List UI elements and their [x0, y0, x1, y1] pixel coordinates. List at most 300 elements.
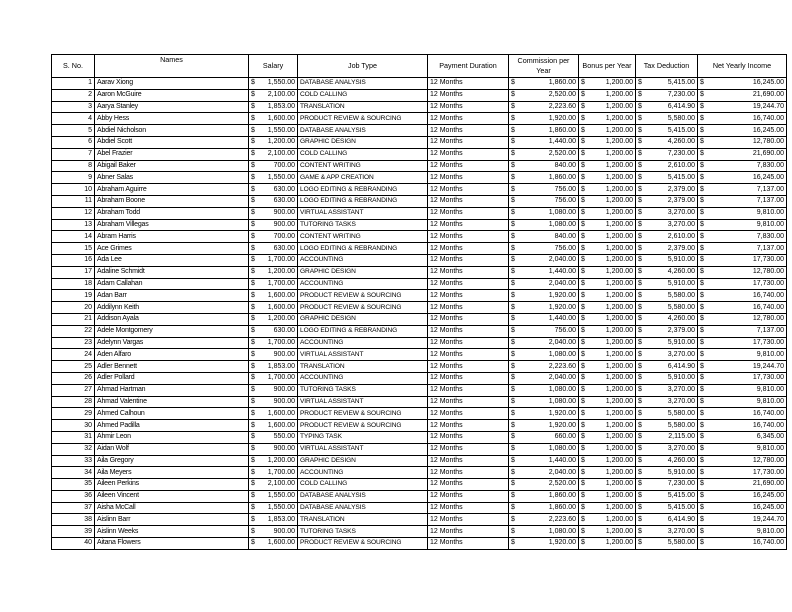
currency-symbol: $ [700, 539, 704, 547]
tax-amount: 3,270.00 [667, 220, 695, 228]
currency-symbol: $ [581, 362, 585, 370]
currency-symbol: $ [581, 374, 585, 382]
cell-net [698, 184, 787, 196]
salary-amount: 1,600.00 [267, 421, 295, 429]
currency-symbol: $ [511, 350, 515, 358]
net-amount: 12,780.00 [752, 138, 784, 146]
cell-bonus [579, 502, 636, 514]
header-job-type: Job Type [298, 55, 428, 78]
net-amount: 19,244.70 [752, 515, 784, 523]
cell-salary [249, 490, 298, 502]
tax-amount: 5,580.00 [667, 539, 695, 547]
cell-salary [249, 184, 298, 196]
cell-job-type: TYPING TASK [298, 431, 428, 443]
cell-net [698, 396, 787, 408]
currency-symbol: $ [511, 220, 515, 228]
currency-symbol: $ [700, 244, 704, 252]
tax-amount: 2,610.00 [667, 232, 695, 240]
salary-amount: 900.00 [273, 527, 295, 535]
currency-symbol: $ [251, 374, 255, 382]
currency-symbol: $ [581, 79, 585, 87]
net-amount: 17,730.00 [752, 338, 784, 346]
currency-symbol: $ [700, 220, 704, 228]
comm-amount: 1,860.00 [548, 79, 576, 87]
cell-job-type: CONTENT WRITING [298, 231, 428, 243]
cell-bonus [579, 113, 636, 125]
salary-amount: 700.00 [273, 161, 295, 169]
net-amount: 16,740.00 [752, 303, 784, 311]
cell-tax [636, 337, 698, 349]
net-amount: 17,730.00 [752, 374, 784, 382]
currency-symbol: $ [251, 327, 255, 335]
tax-amount: 7,230.00 [667, 91, 695, 99]
tax-amount: 5,580.00 [667, 421, 695, 429]
cell-payment-duration: 12 Months [428, 195, 509, 207]
currency-symbol: $ [581, 303, 585, 311]
cell-comm [509, 219, 579, 231]
table-row [52, 337, 787, 349]
cell-name: Aileen Vincent [95, 490, 249, 502]
currency-symbol: $ [638, 244, 642, 252]
cell-payment-duration: 12 Months [428, 219, 509, 231]
cell-salary [249, 372, 298, 384]
net-amount: 21,690.00 [752, 91, 784, 99]
cell-name: Abdiel Nicholson [95, 125, 249, 137]
cell-bonus [579, 266, 636, 278]
cell-net [698, 372, 787, 384]
table-row [52, 243, 787, 255]
net-amount: 9,810.00 [756, 445, 784, 453]
table-row [52, 538, 787, 550]
tax-amount: 5,910.00 [667, 374, 695, 382]
comm-amount: 1,860.00 [548, 504, 576, 512]
cell-net [698, 136, 787, 148]
table-row [52, 443, 787, 455]
net-amount: 9,810.00 [756, 397, 784, 405]
net-amount: 19,244.70 [752, 362, 784, 370]
currency-symbol: $ [700, 303, 704, 311]
cell-job-type: DATABASE ANALYSIS [298, 490, 428, 502]
cell-bonus [579, 278, 636, 290]
table-row [52, 313, 787, 325]
cell-salary [249, 243, 298, 255]
bonus-amount: 1,200.00 [605, 256, 633, 264]
cell-job-type: COLD CALLING [298, 89, 428, 101]
currency-symbol: $ [251, 421, 255, 429]
cell-tax [636, 125, 698, 137]
salary-amount: 900.00 [273, 220, 295, 228]
cell-sno: 1 [52, 78, 95, 90]
tax-amount: 5,580.00 [667, 409, 695, 417]
currency-symbol: $ [581, 279, 585, 287]
cell-salary [249, 219, 298, 231]
cell-tax [636, 431, 698, 443]
cell-sno: 33 [52, 455, 95, 467]
cell-sno: 40 [52, 538, 95, 550]
currency-symbol: $ [511, 504, 515, 512]
cell-job-type: PRODUCT REVIEW & SOURCING [298, 302, 428, 314]
salary-amount: 1,700.00 [267, 338, 295, 346]
comm-amount: 1,440.00 [548, 138, 576, 146]
cell-name: Adelynn Vargas [95, 337, 249, 349]
cell-salary [249, 266, 298, 278]
tax-amount: 3,270.00 [667, 527, 695, 535]
comm-amount: 840.00 [554, 161, 576, 169]
table-row [52, 302, 787, 314]
cell-name: Abner Salas [95, 172, 249, 184]
bonus-amount: 1,200.00 [605, 279, 633, 287]
tax-amount: 6,414.90 [667, 515, 695, 523]
currency-symbol: $ [638, 79, 642, 87]
salary-amount: 1,853.00 [267, 362, 295, 370]
currency-symbol: $ [251, 409, 255, 417]
cell-comm [509, 195, 579, 207]
salary-amount: 900.00 [273, 397, 295, 405]
cell-bonus [579, 243, 636, 255]
cell-tax [636, 420, 698, 432]
currency-symbol: $ [581, 338, 585, 346]
cell-bonus [579, 184, 636, 196]
tax-amount: 3,270.00 [667, 445, 695, 453]
cell-comm [509, 467, 579, 479]
cell-salary [249, 148, 298, 160]
currency-symbol: $ [638, 138, 642, 146]
cell-salary [249, 125, 298, 137]
cell-bonus [579, 125, 636, 137]
cell-payment-duration: 12 Months [428, 384, 509, 396]
cell-sno: 24 [52, 349, 95, 361]
salary-amount: 2,100.00 [267, 91, 295, 99]
net-amount: 16,245.00 [752, 173, 784, 181]
cell-net [698, 278, 787, 290]
currency-symbol: $ [700, 173, 704, 181]
header-net-income: Net Yearly Income [698, 55, 787, 78]
cell-job-type: GRAPHIC DESIGN [298, 455, 428, 467]
comm-amount: 1,440.00 [548, 268, 576, 276]
comm-amount: 840.00 [554, 232, 576, 240]
comm-amount: 1,860.00 [548, 173, 576, 181]
cell-job-type: PRODUCT REVIEW & SOURCING [298, 538, 428, 550]
cell-net [698, 490, 787, 502]
comm-amount: 1,440.00 [548, 315, 576, 323]
cell-payment-duration: 12 Months [428, 184, 509, 196]
currency-symbol: $ [251, 114, 255, 122]
cell-bonus [579, 219, 636, 231]
cell-job-type: GRAPHIC DESIGN [298, 313, 428, 325]
currency-symbol: $ [581, 126, 585, 134]
bonus-amount: 1,200.00 [605, 185, 633, 193]
salary-amount: 2,100.00 [267, 150, 295, 158]
comm-amount: 2,223.60 [548, 102, 576, 110]
cell-payment-duration: 12 Months [428, 490, 509, 502]
currency-symbol: $ [251, 291, 255, 299]
table-row [52, 467, 787, 479]
cell-comm [509, 490, 579, 502]
cell-salary [249, 325, 298, 337]
currency-symbol: $ [700, 185, 704, 193]
cell-net [698, 172, 787, 184]
cell-tax [636, 184, 698, 196]
currency-symbol: $ [700, 456, 704, 464]
tax-amount: 5,580.00 [667, 291, 695, 299]
comm-amount: 2,223.60 [548, 362, 576, 370]
currency-symbol: $ [700, 79, 704, 87]
cell-comm [509, 184, 579, 196]
cell-bonus [579, 254, 636, 266]
cell-net [698, 219, 787, 231]
cell-payment-duration: 12 Months [428, 443, 509, 455]
comm-amount: 2,040.00 [548, 256, 576, 264]
cell-net [698, 443, 787, 455]
currency-symbol: $ [700, 138, 704, 146]
cell-payment-duration: 12 Months [428, 125, 509, 137]
table-row [52, 490, 787, 502]
cell-net [698, 160, 787, 172]
currency-symbol: $ [511, 102, 515, 110]
currency-symbol: $ [700, 492, 704, 500]
currency-symbol: $ [700, 480, 704, 488]
comm-amount: 2,040.00 [548, 468, 576, 476]
currency-symbol: $ [511, 209, 515, 217]
cell-comm [509, 420, 579, 432]
net-amount: 16,740.00 [752, 421, 784, 429]
cell-bonus [579, 101, 636, 113]
currency-symbol: $ [511, 315, 515, 323]
cell-payment-duration: 12 Months [428, 78, 509, 90]
cell-tax [636, 113, 698, 125]
tax-amount: 5,415.00 [667, 504, 695, 512]
currency-symbol: $ [251, 492, 255, 500]
table-row [52, 455, 787, 467]
salary-amount: 550.00 [273, 433, 295, 441]
bonus-amount: 1,200.00 [605, 397, 633, 405]
comm-amount: 1,080.00 [548, 350, 576, 358]
cell-salary [249, 113, 298, 125]
currency-symbol: $ [511, 539, 515, 547]
cell-job-type: VIRTUAL ASSISTANT [298, 207, 428, 219]
cell-net [698, 479, 787, 491]
currency-symbol: $ [511, 232, 515, 240]
cell-tax [636, 290, 698, 302]
currency-symbol: $ [581, 185, 585, 193]
salary-amount: 1,200.00 [267, 268, 295, 276]
salary-amount: 1,600.00 [267, 303, 295, 311]
currency-symbol: $ [638, 374, 642, 382]
header-payment-duration: Payment Duration [428, 55, 509, 78]
salary-amount: 900.00 [273, 386, 295, 394]
tax-amount: 4,260.00 [667, 138, 695, 146]
cell-job-type: DATABASE ANALYSIS [298, 502, 428, 514]
cell-job-type: CONTENT WRITING [298, 160, 428, 172]
cell-tax [636, 361, 698, 373]
comm-amount: 2,520.00 [548, 91, 576, 99]
cell-job-type: VIRTUAL ASSISTANT [298, 349, 428, 361]
currency-symbol: $ [638, 445, 642, 453]
cell-payment-duration: 12 Months [428, 113, 509, 125]
cell-name: Abby Hess [95, 113, 249, 125]
currency-symbol: $ [700, 409, 704, 417]
table-row [52, 526, 787, 538]
cell-tax [636, 243, 698, 255]
bonus-amount: 1,200.00 [605, 515, 633, 523]
cell-sno: 20 [52, 302, 95, 314]
cell-sno: 28 [52, 396, 95, 408]
cell-comm [509, 514, 579, 526]
currency-symbol: $ [581, 291, 585, 299]
bonus-amount: 1,200.00 [605, 456, 633, 464]
cell-tax [636, 78, 698, 90]
cell-payment-duration: 12 Months [428, 160, 509, 172]
cell-bonus [579, 455, 636, 467]
currency-symbol: $ [581, 209, 585, 217]
table-row [52, 89, 787, 101]
cell-tax [636, 231, 698, 243]
currency-symbol: $ [511, 433, 515, 441]
cell-job-type: ACCOUNTING [298, 372, 428, 384]
cell-job-type: PRODUCT REVIEW & SOURCING [298, 290, 428, 302]
cell-salary [249, 89, 298, 101]
cell-comm [509, 231, 579, 243]
bonus-amount: 1,200.00 [605, 268, 633, 276]
currency-symbol: $ [251, 397, 255, 405]
currency-symbol: $ [700, 327, 704, 335]
cell-tax [636, 325, 698, 337]
currency-symbol: $ [638, 433, 642, 441]
cell-bonus [579, 431, 636, 443]
cell-sno: 19 [52, 290, 95, 302]
cell-net [698, 502, 787, 514]
bonus-amount: 1,200.00 [605, 209, 633, 217]
currency-symbol: $ [251, 232, 255, 240]
cell-name: Abraham Aguirre [95, 184, 249, 196]
cell-sno: 10 [52, 184, 95, 196]
currency-symbol: $ [251, 362, 255, 370]
cell-payment-duration: 12 Months [428, 290, 509, 302]
cell-salary [249, 78, 298, 90]
cell-tax [636, 302, 698, 314]
cell-sno: 3 [52, 101, 95, 113]
currency-symbol: $ [251, 515, 255, 523]
comm-amount: 660.00 [554, 433, 576, 441]
salary-amount: 1,600.00 [267, 114, 295, 122]
cell-name: Ace Grimes [95, 243, 249, 255]
cell-bonus [579, 526, 636, 538]
cell-bonus [579, 361, 636, 373]
cell-bonus [579, 136, 636, 148]
header-salary: Salary [249, 55, 298, 78]
cell-tax [636, 455, 698, 467]
cell-sno: 32 [52, 443, 95, 455]
net-amount: 17,730.00 [752, 279, 784, 287]
currency-symbol: $ [581, 421, 585, 429]
cell-comm [509, 408, 579, 420]
cell-tax [636, 207, 698, 219]
currency-symbol: $ [581, 102, 585, 110]
cell-salary [249, 313, 298, 325]
cell-net [698, 526, 787, 538]
currency-symbol: $ [581, 244, 585, 252]
comm-amount: 1,860.00 [548, 126, 576, 134]
net-amount: 16,245.00 [752, 126, 784, 134]
currency-symbol: $ [700, 315, 704, 323]
currency-symbol: $ [251, 197, 255, 205]
currency-symbol: $ [251, 244, 255, 252]
salary-amount: 630.00 [273, 197, 295, 205]
currency-symbol: $ [700, 91, 704, 99]
cell-sno: 36 [52, 490, 95, 502]
currency-symbol: $ [511, 338, 515, 346]
cell-job-type: COLD CALLING [298, 148, 428, 160]
tax-amount: 3,270.00 [667, 209, 695, 217]
currency-symbol: $ [581, 315, 585, 323]
currency-symbol: $ [511, 515, 515, 523]
currency-symbol: $ [638, 350, 642, 358]
cell-net [698, 361, 787, 373]
cell-bonus [579, 313, 636, 325]
net-amount: 12,780.00 [752, 456, 784, 464]
comm-amount: 1,080.00 [548, 527, 576, 535]
cell-name: Aitana Flowers [95, 538, 249, 550]
net-amount: 7,137.00 [756, 185, 784, 193]
currency-symbol: $ [251, 504, 255, 512]
salary-amount: 1,200.00 [267, 138, 295, 146]
currency-symbol: $ [511, 492, 515, 500]
cell-net [698, 420, 787, 432]
cell-tax [636, 349, 698, 361]
table-row [52, 396, 787, 408]
currency-symbol: $ [700, 126, 704, 134]
currency-symbol: $ [700, 256, 704, 264]
cell-salary [249, 290, 298, 302]
currency-symbol: $ [700, 397, 704, 405]
comm-amount: 1,080.00 [548, 397, 576, 405]
currency-symbol: $ [251, 279, 255, 287]
currency-symbol: $ [700, 362, 704, 370]
table-row [52, 195, 787, 207]
comm-amount: 1,920.00 [548, 114, 576, 122]
currency-symbol: $ [251, 433, 255, 441]
currency-symbol: $ [638, 114, 642, 122]
cell-job-type: TRANSLATION [298, 361, 428, 373]
currency-symbol: $ [511, 161, 515, 169]
comm-amount: 1,080.00 [548, 209, 576, 217]
comm-amount: 1,920.00 [548, 303, 576, 311]
cell-sno: 15 [52, 243, 95, 255]
cell-name: Abel Frazier [95, 148, 249, 160]
salary-amount: 1,700.00 [267, 256, 295, 264]
cell-payment-duration: 12 Months [428, 479, 509, 491]
table-row [52, 113, 787, 125]
bonus-amount: 1,200.00 [605, 409, 633, 417]
cell-tax [636, 148, 698, 160]
cell-comm [509, 526, 579, 538]
bonus-amount: 1,200.00 [605, 504, 633, 512]
currency-symbol: $ [638, 362, 642, 370]
salary-amount: 1,700.00 [267, 279, 295, 287]
cell-job-type: PRODUCT REVIEW & SOURCING [298, 408, 428, 420]
table-row [52, 148, 787, 160]
cell-comm [509, 136, 579, 148]
bonus-amount: 1,200.00 [605, 197, 633, 205]
cell-sno: 39 [52, 526, 95, 538]
currency-symbol: $ [638, 268, 642, 276]
bonus-amount: 1,200.00 [605, 445, 633, 453]
cell-name: Abraham Todd [95, 207, 249, 219]
cell-payment-duration: 12 Months [428, 526, 509, 538]
cell-sno: 6 [52, 136, 95, 148]
table-row [52, 361, 787, 373]
cell-name: Addilynn Keith [95, 302, 249, 314]
